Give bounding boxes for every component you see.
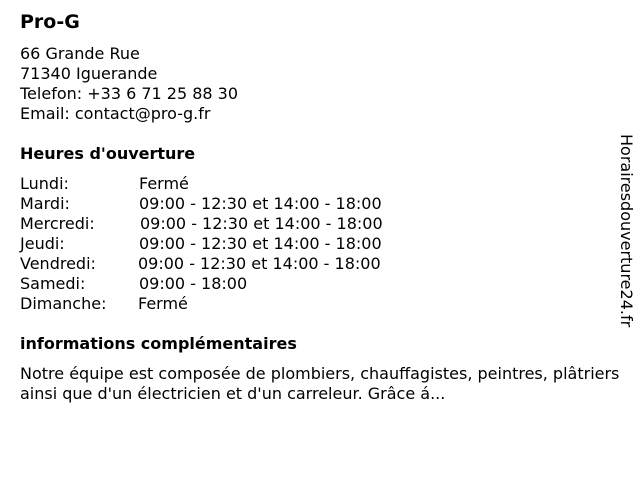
contact-block	[20, 44, 238, 124]
street-address: 66 Grande Rue	[20, 44, 140, 63]
hours-value: 09:00 - 12:30 et 14:00 - 18:00	[139, 234, 382, 253]
day-label: Mardi:	[20, 194, 70, 213]
hours-value: Fermé	[138, 294, 188, 313]
additional-info-text: Notre équipe est composée de plombiers, chauffagistes, peintres, plâtriers ainsi que d'un électricien et d'un carreleur. Grâce á...	[20, 364, 620, 403]
day-label: Jeudi:	[20, 234, 65, 253]
day-label: Lundi:	[20, 174, 69, 193]
hours-value: 09:00 - 12:30 et 14:00 - 18:00	[140, 214, 383, 233]
email-address: Email: contact@pro-g.fr	[20, 104, 211, 123]
phone-number: Telefon: +33 6 71 25 88 30	[20, 84, 239, 103]
hours-value: Fermé	[139, 174, 189, 193]
day-label: Dimanche:	[20, 294, 107, 313]
watermark-text: Horairesdouverture24.fr	[617, 134, 636, 328]
opening-hours-heading: Heures d'ouverture	[20, 144, 196, 163]
day-label: Samedi:	[20, 274, 86, 293]
hours-value: 09:00 - 18:00	[139, 274, 248, 293]
additional-info-heading: informations complémentaires	[20, 334, 297, 353]
postal-city: 71340 Iguerande	[20, 64, 158, 83]
day-label: Mercredi:	[20, 214, 95, 233]
hours-value: 09:00 - 12:30 et 14:00 - 18:00	[139, 194, 382, 213]
watermark	[612, 134, 636, 344]
business-name: Pro-G	[20, 11, 80, 33]
day-label: Vendredi:	[20, 254, 96, 273]
hours-value: 09:00 - 12:30 et 14:00 - 18:00	[138, 254, 381, 273]
